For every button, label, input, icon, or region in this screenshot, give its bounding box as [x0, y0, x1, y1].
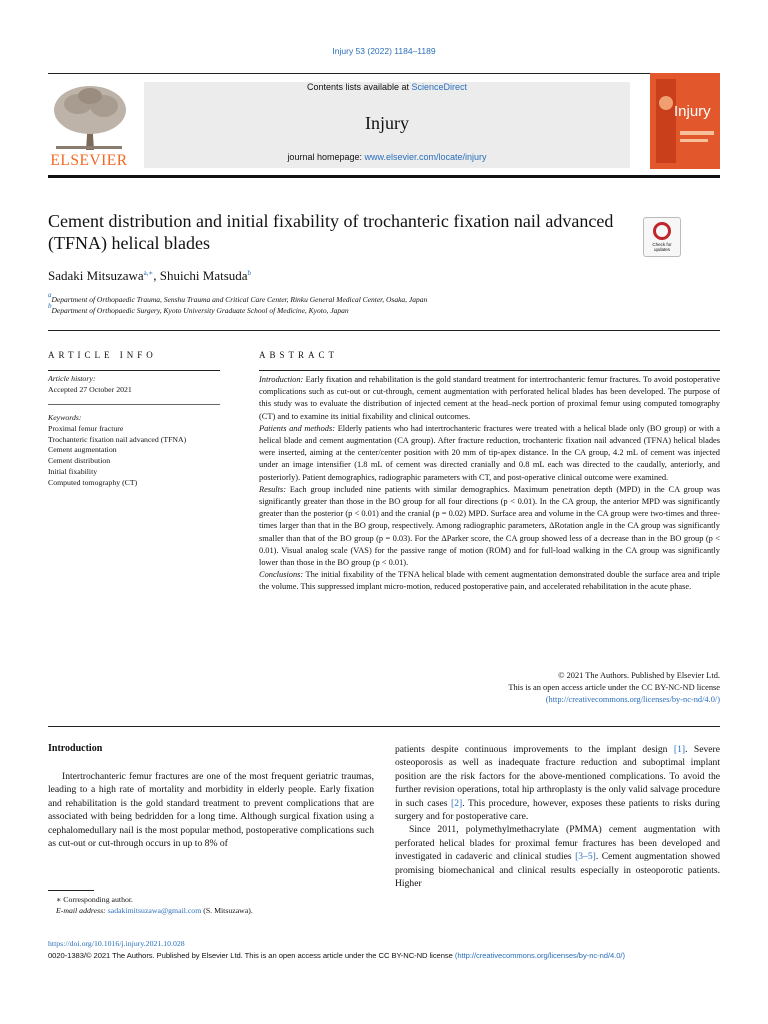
- section-divider: [259, 370, 720, 371]
- check-updates-icon: [653, 222, 671, 240]
- history-label: Article history:: [48, 374, 96, 383]
- keyword: Initial fixability: [48, 466, 98, 476]
- keyword: Computed tomography (CT): [48, 477, 138, 487]
- header-bottom-rule: [48, 175, 720, 178]
- article-title: Cement distribution and initial fixability of trochanteric fixation nail advanced (TFNA) helical blades: [48, 211, 614, 253]
- author-name[interactable]: Sadaki Mitsuzawa: [48, 268, 144, 283]
- abstract-methods: [259, 423, 720, 484]
- elsevier-wordmark[interactable]: ELSEVIER: [50, 152, 128, 169]
- affiliation-mark: a: [48, 291, 52, 299]
- body-paragraph: [395, 823, 720, 890]
- affiliation: [48, 291, 428, 304]
- keyword: Proximal femur fracture: [48, 423, 124, 433]
- issn-text: 0020-1383/© 2021 The Authors. Published by Elsevier Ltd. This is an open access article under the CC BY-NC-ND license: [48, 951, 455, 960]
- cover-art: [650, 73, 720, 169]
- sciencedirect-link[interactable]: ScienceDirect: [411, 82, 468, 92]
- abstract-label: Conclusions:: [259, 570, 304, 580]
- footer-license-link[interactable]: (http://creativecommons.org/licenses/by-nc-nd/4.0/): [454, 951, 625, 960]
- abstract-text: Elderly patients who had intertrochanteric fractures were treated with a helical blade only (BO group) or with a helical blade and cement augmentation (CA group). After fracture reduction, trochanteric fixation nail advanced (TFNA) helical blades were inserted, aiming at the center/center position with 20 mm of tip-apex distance. In the CA group, 4.2 mL of cement was injected under an image intensifier (1.8 mL of cement was directed cranially and 0.8 mL each was directed to the caudally, anteriorly, and posteriorly). Patient demographics, radiographic parameters with CT, and post-operative clinical outcome were examined.: [259, 423, 721, 482]
- body-text: Since 2011, polymethylmethacrylate (PMMA) cement augmentation with perforated helical blades for proximal femur fractures has been developed and investigated in cadaveric and clinical studies: [395, 824, 720, 863]
- journal-homepage-link[interactable]: www.elsevier.com/locate/injury: [364, 152, 487, 162]
- body-text: patients despite continuous improvements to the implant design: [395, 744, 674, 755]
- author-name[interactable]: Shuichi Matsuda: [159, 268, 248, 283]
- body-paragraph: Intertrochanteric femur fractures are one of the most frequent geriatric traumas, leading to a high rate of mortality and morbidity in elderly people. Early fixation and rehabilitation is the gold standard treatment to prevent complications that are associated with being bedridden for a long time. Although surgical fixation using a cephalomedullary nail is the most popular method, postoperative complications such as cut-out or cut-through occurs in up to 8% of: [48, 771, 374, 850]
- body-text: . Severe osteoporosis as well as inadequate fracture reduction and suboptimal implant position are the risk factors for the above-mentioned complications. To avoid the further revision operations, total hip arthroplasty is the only valid salvage procedure in such cases: [395, 744, 720, 809]
- email-label: E-mail address:: [56, 906, 106, 915]
- abstract-results: [259, 484, 720, 569]
- abstract-text: Early fixation and rehabilitation is the gold standard treatment for intertrochanteric femur fractures. To avoid postoperative complications such as cut-out or cut-through, cement augmentation with perforated helical blades has been developed. The purpose of this study was to evaluate the distribution of injected cement at the head–neck portion of proximal femur using computed tomography (CT) and to examine its initial fixability and clinical outcomes.: [259, 375, 720, 421]
- abstract-label: Patients and methods:: [259, 423, 336, 433]
- author-list: Sadaki Mitsuzawa$^{a,∗}$, Shuichi Matsuda$^b$: [48, 268, 252, 283]
- affiliation-mark: b: [48, 302, 52, 310]
- abstract-text: The initial fixability of the TFNA helical blade with cement augmentation demonstrated double the surface area and triple the volume. This suppressed implant micro-motion, reduced postoperative pain, and accelerated rehabilitation in the acute phase.: [259, 570, 720, 592]
- contents-line: [144, 82, 630, 92]
- footnote-divider: [48, 890, 94, 891]
- license-line: This is an open access article under the CC BY-NC-ND license: [508, 683, 720, 693]
- doi-link[interactable]: https://doi.org/10.1016/j.injury.2021.10.028: [48, 939, 185, 948]
- issn-line: [48, 951, 720, 960]
- affiliation-text: Department of Orthopaedic Trauma, Senshu Trauma and Critical Care Center, Rinku General Medical Center, Osaka, Japan: [51, 295, 428, 304]
- abstract-heading: ABSTRACT: [259, 350, 339, 360]
- body-text: . This procedure, however, exposes these patients to risks during surgery and for postoperative care.: [395, 797, 720, 823]
- reference-link[interactable]: [3–5]: [575, 851, 596, 863]
- abstract-text: Each group included nine patients with similar demographics. Maximum penetration depth (MPD) in the CA group was significantly greater than those in the BO group for all four directions (p < 0.01). In the CA group, the anterior MPD was significantly greater than the posterior (p < 0.01) and the cranial (p = 0.02) MPD. Surface area and volume in the CA group were two-times and three-times larger than that in the BO group, respectively. Among radiographic parameters, ΔRotation angle in the CA group was significantly smaller than that of the BO group (p = 0.03). For the ΔParker score, the CA group showed less of a decrease than in the BO group (p < 0.01). Visual analog scale (VAS) for the passive range of motion (ROM) and for full-load walking in the CA group was significantly lower than those in the BO group (p < 0.01).: [259, 484, 720, 568]
- abstract-body: [259, 374, 720, 594]
- header-top-rule: [48, 73, 720, 74]
- abstract-label: Results:: [259, 484, 286, 494]
- check-for-updates-button[interactable]: [643, 217, 681, 257]
- article-info-heading: ARTICLE INFO: [48, 350, 157, 360]
- license-link[interactable]: (http://creativecommons.org/licenses/by-nc-nd/4.0/): [545, 695, 720, 705]
- homepage-prefix: journal homepage:: [287, 152, 365, 162]
- body-text: . Cement augmentation showed promising biomechanical and clinical results especially in osteoporotic patients. Higher: [395, 851, 720, 890]
- license-statement: [259, 670, 720, 707]
- abstract-conclusions: [259, 569, 720, 593]
- corresponding-author-footnote: [56, 894, 253, 916]
- corresponding-label: Corresponding author.: [63, 895, 133, 904]
- running-citation[interactable]: Injury 53 (2022) 1184–1189: [332, 46, 436, 56]
- reference-link[interactable]: [1]: [673, 744, 686, 755]
- section-divider: [48, 370, 220, 371]
- body-column-right: [395, 743, 720, 890]
- author-affil-mark[interactable]: b: [247, 269, 252, 277]
- section-divider: [48, 726, 720, 727]
- section-divider: [48, 404, 220, 405]
- copyright-line: © 2021 The Authors. Published by Elsevier Ltd.: [558, 671, 720, 680]
- history-date: Accepted 27 October 2021: [48, 384, 132, 394]
- check-updates-label: Check for updates: [652, 242, 672, 252]
- section-divider: [48, 330, 720, 331]
- footnote-mark: ∗: [56, 895, 62, 904]
- email-suffix: (S. Mitsuzawa).: [203, 906, 253, 915]
- article-history: [48, 374, 228, 396]
- homepage-line: [144, 152, 630, 162]
- body-column-left: [48, 770, 374, 850]
- keywords: [48, 413, 228, 489]
- body-paragraph: [395, 743, 720, 823]
- affiliation: [48, 302, 349, 315]
- keyword: Trochanteric fixation nail advanced (TFNA): [48, 434, 187, 444]
- affiliation-text: Department of Orthopaedic Surgery, Kyoto University Graduate School of Medicine, Kyoto, Japan: [51, 306, 349, 315]
- reference-link[interactable]: [2]: [451, 797, 463, 809]
- author-affil-mark[interactable]: a,∗: [143, 269, 154, 277]
- journal-cover-image[interactable]: [650, 73, 720, 169]
- abstract-introduction: [259, 374, 720, 423]
- keywords-label: Keywords:: [48, 413, 82, 422]
- keyword: Cement augmentation: [48, 445, 117, 455]
- email-link[interactable]: sadakimitsuzawa@gmail.com: [107, 906, 202, 915]
- introduction-heading: Introduction: [48, 743, 103, 754]
- cover-title: Injury: [674, 103, 711, 120]
- journal-name: Injury: [365, 113, 409, 133]
- keyword: Cement distribution: [48, 456, 111, 466]
- abstract-label: Introduction:: [259, 375, 304, 384]
- contents-prefix: Contents lists available at: [306, 82, 412, 92]
